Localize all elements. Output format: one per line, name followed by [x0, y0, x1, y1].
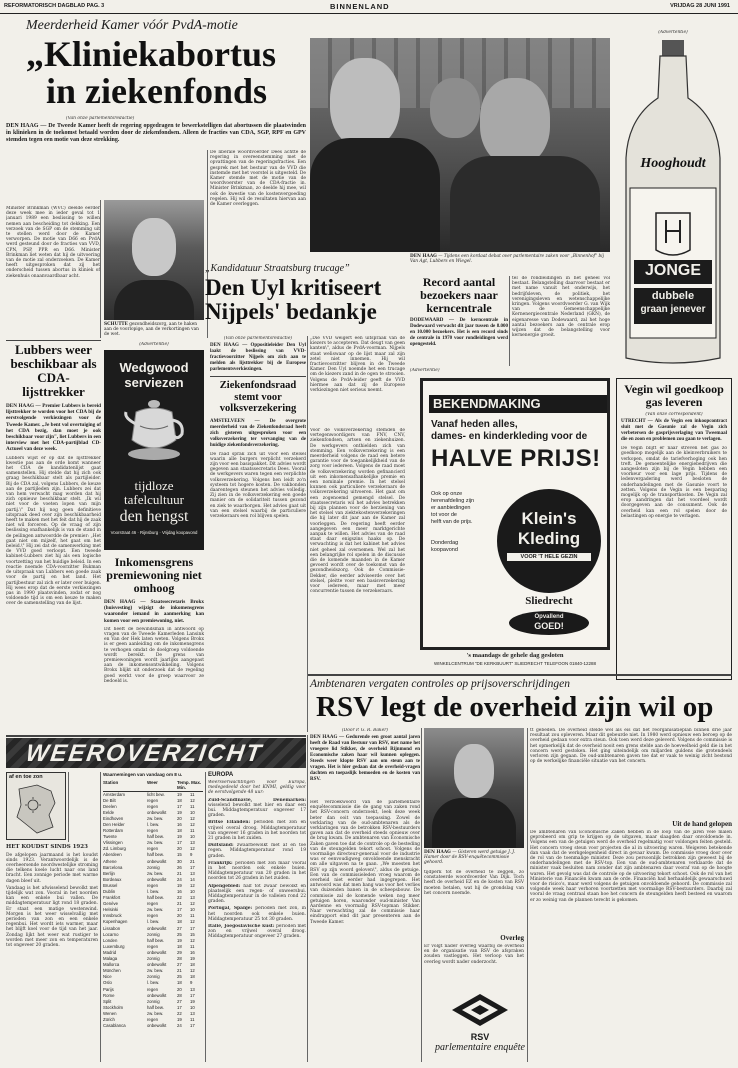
rsv-subhead-2: Uit de hand gelopen: [672, 820, 732, 828]
weather-condition: regen: [147, 828, 158, 834]
weather-station-name: Helsinki: [103, 907, 119, 913]
weather-temp-min: 18: [190, 974, 195, 980]
weather-station-name: Twente: [103, 834, 117, 840]
weather-temp-max: 17: [177, 907, 182, 913]
weather-temp-min: 11: [190, 1016, 195, 1022]
europa-region: [208, 798, 306, 819]
rsv-body-col2b: Er volgt nader overleg waarbij de overheid en de organisatie van RSV de afspraken zouden vastleggen. Het verloop van het overleg wordt nader onderzocht.: [424, 944, 524, 965]
weather-temp-min: 10: [190, 1004, 195, 1010]
weather-temp-max: 26: [177, 864, 182, 870]
rsv-subhead-1: Overleg: [500, 934, 524, 942]
weather-station-name: Dublin: [103, 889, 116, 894]
europa-region-text: half tot zwaar bewolkt en plaatselijk een regen- of onweersbui. Middagtemperatuur in de valleien rond 22 graden.: [208, 883, 306, 905]
weather-station-name: De Bilt: [103, 797, 116, 803]
europa-region: [208, 843, 306, 859]
rsv-byline: (Door P. G. R. Baker): [341, 728, 389, 733]
weather-temp-max: 16: [177, 821, 182, 827]
rsv-logo-name: RSV: [470, 1032, 490, 1042]
weather-temp-min: 19: [190, 998, 195, 1004]
weather-condition: l. bew.: [147, 919, 160, 925]
wedgwood-tagline-2: tafelcultuur: [124, 492, 184, 507]
abortus-headline-1: „Kliniekabortus: [26, 34, 277, 74]
article-record: [410, 276, 508, 366]
lubbers-lead: DEN HAAG — Premier Lubbers is bereid lijsttrekker te worden voor het CDA bij de eerstvolgende verkiezingen voor de Tweede Kamer. „Je bent vol overtuiging of het CDA bezig, dan moet je ook beschikbaar voor zijn", liet Lubbers in een interview met het CDA-partijblad CD-Actueel van deze week.: [6, 403, 101, 453]
europa-regions: [208, 798, 306, 940]
europa-region: [208, 884, 306, 905]
weather-temp-max: 28: [177, 956, 182, 962]
kleins-footer-1: 's maandags de gehele dag gesloten: [466, 652, 564, 659]
weather-temp-min: 18: [190, 962, 195, 968]
masthead-center: BINNENLAND: [330, 2, 390, 11]
weather-station-name: Rome: [103, 992, 115, 998]
kleins-label: (Advertentie): [410, 368, 440, 373]
weather-temp-min: 11: [190, 803, 195, 809]
weather-temp-min: 12: [190, 815, 195, 821]
weather-condition: zw. bew.: [147, 968, 164, 974]
weather-station-name: Oslo: [103, 980, 112, 986]
weather-table-title: Waarnemingen van vandaag om 8 u.: [103, 772, 183, 777]
weather-temp-min: 11: [190, 791, 195, 797]
weather-station-name: Lissabon: [103, 925, 121, 931]
weather-temp-min: 13: [190, 870, 195, 876]
weather-station-name: Brussel: [103, 882, 118, 888]
europa-region: [208, 906, 306, 922]
uyl-lead: DEN HAAG — Oppositieleider Den Uyl laakt de beslissing van VVD-fractievoorzitter Nijpels om zich aan te melden als lijsttrekker bij de Europese parlementsverkiezingen.: [210, 343, 306, 372]
weather-station-name: Barcelona: [103, 864, 123, 870]
main-photo: [310, 38, 610, 252]
abortus-kicker: Meerderheid Kamer vóór PvdA-motie: [26, 18, 238, 33]
weather-condition: onbewolkt: [147, 876, 167, 882]
kleins-footer-2: WINKELCENTRUM “DE KERKBUURT” SLIEDRECHT TELEFOON 01840-12288: [433, 661, 597, 666]
weather-temp-min: 12: [190, 797, 195, 803]
weather-temp-min: 15: [190, 931, 195, 937]
weather-station-name: Londen: [103, 937, 118, 943]
masthead-right: VRIJDAG 28 JUNI 1991: [670, 3, 730, 9]
europa-region: [208, 924, 306, 940]
weather-temp-min: 10: [190, 889, 195, 894]
record-body: tel de rondleidingen in het geheel vol bestaat. Belangstelling daarvoor bestaat er met name vanuit het onderwijs, het bedrijfsleven, de politiek, het verenigingsleven en wetenschappelijke kringen. Volgens woordvoerder G. van Wijk van de Gemeenschappelijke Kernenergiecentrale Nederland (GKN), de eigenaresse van Dodewaard, zal het hoge aantal bezoekers aan de centrale erop wijzen dat de belangstelling voor kernenergie groeit.: [512, 276, 610, 339]
kleins-logo: [497, 489, 601, 593]
weather-temp-min: 13: [190, 1010, 195, 1016]
weather-temp-max: 27: [177, 925, 182, 931]
abortus-photo-caption: SCHUTTE gezondheidszorg, aan te haken aan de voorlopige, aan de verkortingen van de wet.: [104, 322, 199, 337]
weather-station-name: Stockholm: [103, 1004, 124, 1010]
wedgwood-store: den hengst: [119, 508, 189, 525]
weather-station-name: Eindhoven: [103, 815, 124, 821]
weather-condition: onbewolkt: [147, 992, 167, 998]
weather-temp-max: 18: [177, 943, 182, 949]
teapot-icon: [122, 396, 186, 464]
europa-region-text: perioden met zon en vrijwel overal droog. Middagtemperatuur ongeveer 27 graden.: [208, 924, 306, 940]
weather-temp-min: 10: [190, 809, 195, 815]
hooghoudt-line-1: JONGE: [644, 262, 701, 279]
weather-station-name: Bordeaux: [103, 876, 122, 882]
weather-station-name: Berlijn: [103, 870, 115, 876]
weather-condition: half bew.: [147, 852, 164, 858]
weather-temp-min: 11: [190, 913, 195, 919]
weather-temp-max: 24: [177, 876, 182, 882]
weather-condition: zw. bew.: [147, 1010, 164, 1016]
weather-condition: zonnig: [147, 931, 160, 937]
weather-temp-max: 16: [177, 889, 182, 894]
weather-temp-max: 18: [177, 797, 182, 803]
europa-region-text: perioden met zon maar vooral in het noorden ook enkele buien. Middagtemperatuur van 20 graden in het noorden tot 26 graden in het zuiden.: [208, 860, 306, 882]
weather-station-name: Nice: [103, 974, 112, 980]
kleins-slogan: VOOR 'T HELE GEZIN: [507, 553, 591, 561]
inkomen-lead: DEN HAAG — Staatssecretaris Brokx (huisvesting) wijzigt de inkomensgrens waaronder iemand in aanmerking kan komen voor een premiewoning, niet.: [104, 599, 204, 624]
abortus-lead: DEN HAAG — De Tweede Kamer heeft de regering opgedragen te bewerkstelligen dat abortussen die plaatsvinden in klinieken in de toekomst betaald worden door de ziekenfondsen. Alleen de fracties van CDA, SGP, RPF en GPV stemden tegen een motie van deze strekking.: [6, 123, 306, 144]
rsv-photo: [424, 728, 524, 848]
uyl-byline: (Van onze parlementsredactie): [223, 336, 293, 341]
weather-temp-max: 25: [177, 931, 182, 937]
ziekenfonds-headline: Ziekenfondsraad stemt voor volksverzekering: [219, 380, 297, 414]
weather-temp-max: 24: [177, 1023, 182, 1029]
rsv-logo-icon: [450, 992, 510, 1028]
netherlands-map-icon: [7, 781, 65, 837]
weather-temp-min: 12: [190, 882, 195, 888]
weather-temp-min: 12: [190, 937, 195, 943]
weather-temp-min: 19: [190, 956, 195, 962]
article-vegin: Vegin wil goedkoop gas leveren (Van onze correspondent) UTRECHT — Als de Vegin een inkoopcontract sluit met de Gasunie zal de Vegin zich verbetersen de gasprijsverlaging van Tweemaal die en zoon en problemen zou gaan te verlagen. De Vegin blijft er naar streven het gas zo goedkoop mogelijk aan de kleinverbruikers te verkopen, omdat de tariefverhoging ook hen treft. De gemeentelijke energiebedrijven die aangesloten zijn bij de Vegin hebben een voorkeur voor een lage prijs. Tijdens de ledenvergadering werd besloten de onderhandelingen met de Gasunie voort te zetten. Volgens de Vegin is een besparing mogelijk op de transportkosten. De Vegin zal erop aandringen dat het voordeel wordt doorgegeven aan de consument. Ook de overheid kan een rol spelen door de belastingen op energie te verlagen.: [616, 378, 732, 680]
kleins-brand-2: Kleding: [517, 529, 581, 548]
kleins-badge: Opvallend GOED!: [509, 611, 589, 635]
hooghoudt-line-3: graan jenever: [640, 304, 706, 315]
wedgwood-brand-1: Wedgwood: [119, 360, 189, 375]
europa-title: EUROPA: [208, 772, 234, 778]
weather-temp-max: 28: [177, 992, 182, 998]
weather-condition: regen: [147, 943, 158, 949]
wedgwood-tagline-1: tijdloze: [134, 478, 174, 493]
rsv-logo: [430, 992, 530, 1062]
europa-region: [208, 861, 306, 882]
weather-temp-min: 11: [190, 828, 195, 834]
uyl-headline: Den Uyl kritiseert Nijpels' bedankje: [205, 275, 382, 324]
weather-temp-max: 17: [177, 1004, 182, 1010]
wedgwood-brand-2: serviezen: [124, 375, 184, 390]
weather-station-name: Malaga: [103, 956, 118, 962]
weather-temp-min: 11: [190, 943, 195, 949]
weather-condition: zw. bew.: [147, 907, 164, 913]
vegin-lead: UTRECHT — Als de Vegin een inkoopcontract sluit met de Gasunie zal de Vegin zich verbetersen de gasprijsverlaging van Tweemaal die en zoon en problemen zou gaan te verlagen.: [621, 419, 727, 443]
weather-temp-max: 19: [177, 882, 182, 888]
weather-station-name: Split: [103, 998, 112, 1004]
weather-station-name: Madrid: [103, 949, 117, 955]
weather-condition: half bew.: [147, 937, 164, 943]
weather-station-name: Wenen: [103, 1010, 117, 1016]
weather-station-name: Zd. Limburg: [103, 846, 126, 852]
masthead-left: REFORMATORISCH DAGBLAD PAG. 3: [4, 3, 105, 9]
lubbers-headline: Lubbers weer beschikbaar als CDA-lijsttrekker: [10, 342, 97, 399]
weather-station-name: Amsterdam: [103, 791, 125, 797]
masthead: [0, 0, 738, 14]
weather-temp-min: 17: [190, 864, 195, 870]
weather-temp-max: 19: [177, 791, 182, 797]
weather-condition: onbewolkt: [147, 962, 167, 968]
weather-title: WEEROVERZICHT: [24, 740, 265, 767]
weather-temp-max: 19: [177, 834, 182, 840]
weather-condition: l. bew.: [147, 889, 160, 894]
vegin-headline: Vegin wil goedkoop gas leveren: [624, 382, 724, 409]
weather-condition: onbewolkt: [147, 925, 167, 931]
weather-map: [6, 772, 66, 840]
weather-temp-max: 27: [177, 998, 182, 1004]
europa-region-name: Frankrijk:: [208, 860, 236, 866]
weather-condition: regen: [147, 901, 158, 907]
weather-station-name: Kopenhagen: [103, 919, 128, 925]
weather-condition: half bew.: [147, 834, 164, 840]
europa-region-name: Zuid-Scandinavië, Denemarken:: [208, 797, 306, 803]
europa-region-text: perioden met zon en vrijwel overal droog. Middagtemperatuur van ongeveer 16 graden in het noorden tot 21 graden in het zuiden.: [208, 820, 306, 842]
weather-condition: zw. bew.: [147, 870, 164, 876]
kleins-town: Sliedrecht: [525, 595, 573, 607]
inkomen-headline: Inkomensgrens premiewoning niet omhoog: [106, 555, 202, 595]
weather-station-name: Innsbruck: [103, 913, 122, 919]
weather-station-name: Eelde: [103, 809, 114, 815]
weather-temp-min: 10: [190, 834, 195, 840]
hooghoudt-line-2: dubbele: [651, 290, 695, 302]
weather-temp-min: 13: [190, 895, 195, 901]
ad-wedgwood: [104, 350, 204, 550]
europa-region: [208, 820, 306, 841]
article-ziekenfonds: Ziekenfondsraad stemt voor volksverzekering AMSTELVEEN — De overgrote meerderheid van de Ziekenfondsraad heeft zich gisteren uitgesproken voor een volksverzekering ter vervanging van de huidige ziekenfondsverzekering. De raad sprak zich uit voor een stelsel waarin alle burgers verplicht verzekerd zijn voor een basispakket. Dit advies wordt gegeven aan staatssecretaris Dees. Vooral de werkgevers waren tegen een verplichte volksverzekering. Volgens hen leidt zo'n systeem tot hogere kosten. De vakbonden daarentegen steunen het advies volledig. Zij zien in de volksverzekering een goede manier om de solidariteit tussen gezond en ziek te waarborgen. Het advies gaat uit van een stelsel waarbij de particuliere verzekeraars een rol blijven spelen.: [210, 380, 306, 519]
weather-temp-max: 30: [177, 858, 182, 864]
weather-temp-min: 9: [190, 980, 193, 986]
weather-temp-min: 17: [190, 925, 195, 931]
weather-rows: [103, 792, 203, 1030]
ad-kleins: [420, 378, 610, 650]
weather-condition: onbewolkt: [147, 858, 167, 864]
weather-temp-min: 9: [190, 852, 193, 858]
weather-condition: onbewolkt: [147, 809, 167, 815]
rsv-body-col1: Het verzoekwoord van de parlementaire enquêtecommissie die de gang van zaken rond het RSV-concern onderzoekt, leek deze week beter dan ooit van toepassing. Zowel de verklaring van de oud-ambtenaren als de verklaringen van de betrokken RSV-bestuurders gaven aan dat de overheid steeds opnieuw over de brug kwam. De ambtenaren van Economische Zaken gaven toe dat de controle op de besteding van de steungelden tekort schoot. Volgens de voormalige directeur-generaal voor de industrie was er eenvoudigweg onvoldoende menskracht om alle uitgaven na te gaan. „We moesten het RSV op zijn woord geloven\", aldus de getuige. Een van de commissieleden vroeg waarom de overheid niet eerder had ingegrepen. Het antwoord was dat men bang was voor het verlies van duizenden banen in de scheepsbouw. De commissie zal de komende weken nog meer getuigen horen, waaronder oud-minister Van Aardenne en voormalig RSV-topman Stikker. Naar verwachting zal de commissie haar eindrapport eind dit jaar presenteren aan de Tweede Kamer.: [310, 800, 420, 925]
wedgwood-address: Voorstraat 46 · Rijnsburg · Vrijdag koopavond: [110, 530, 198, 535]
weather-temp-min: 12: [190, 968, 195, 974]
weather-station-name: Casablanca: [103, 1023, 126, 1029]
article-inkomen: Inkomensgrens premiewoning niet omhoog DEN HAAG — Staatssecretaris Brokx (huisvesting) wijzigt de inkomensgrens waaronder iemand in aanmerking kan komen voor een premiewoning, niet. Dit heeft de bewindsman in antwoord op vragen van de Tweede Kamerleden Lansink en Van der Hek laten weten. Volgens Brokx is er geen aanleiding om de inkomensgrens te verhogen omdat de doelgroep voldoende wordt bereikt. De grens van premiewoningen wordt jaarlijks aangepast aan de inkomensontwikkeling. Volgens Brokx blijkt uit onderzoek dat de regeling goed werkt voor de groep waarvoor ze bedoeld is.: [104, 555, 204, 684]
weather-temp-max: 17: [177, 840, 182, 846]
uyl-kicker: „Kandidatuur Straatsburg trucage”: [205, 263, 350, 274]
weather-temp-max: 21: [177, 968, 182, 974]
weather-condition: l. bew.: [147, 821, 160, 827]
ad-hooghoudt: [614, 38, 732, 368]
weather-europa: [208, 772, 306, 1062]
weather-temp-min: 12: [190, 919, 195, 925]
weather-station-name: Locarno: [103, 931, 119, 937]
kleins-sub-1: Vanaf heden alles,: [431, 419, 518, 430]
weather-condition: licht bew.: [147, 791, 165, 797]
weather-temp-max: 19: [177, 1016, 182, 1022]
weather-temp-max: 22: [177, 895, 182, 901]
bottle-icon: [614, 38, 732, 368]
weather-condition: zw. bew.: [147, 840, 164, 846]
kleins-sub-2: dames- en kinderkleding voor de: [431, 431, 588, 442]
weather-station-name: Frankfort: [103, 895, 121, 901]
weather-condition: l. bew.: [147, 980, 160, 986]
weather-condition: regen: [147, 846, 158, 852]
europa-lead: Weersverwachtingen voor Europa, medegedeeld door het KNMI, geldig voor de eerstvolgende 48 uur:: [208, 780, 306, 796]
weather-condition: zonnig: [147, 974, 160, 980]
weather-temp-min: 21: [190, 858, 195, 864]
kleins-notice: BEKENDMAKING: [429, 395, 607, 413]
weather-condition: regen: [147, 913, 158, 919]
col-station: Station: [103, 779, 119, 785]
col-temp: Temp. Max. Min.: [177, 779, 202, 790]
ziekenfonds-body-col2: Voor de volksverzekering stemden de vertegenwoordigers van FNV, CNV, ziekenfondsen, artsen en ziekenhuizen. De werkgevers onthielden zich van stemming. Een volksverzekering is een meerderheid volgens de raad een betere garantie voor de toegankelijkheid van de zorg voor iedereen. Volgens de raad moet de volksverzekering worden gefinancierd uit een inkomensafhankelijke premie en een nominale premie. In het stelsel kunnen ook particuliere verzekeraars de volksverzekering uitvoeren. Het gaat om een zogenoemd gemengd stelsel. De staatssecretaris wil het advies betrekken bij zijn plannen voor de herziening van het stelsel van ziektekostenverzekeringen die hij later dit jaar aan de Kamer zal voorleggen. De regering heeft eerder aangegeven een meer marktgerichte aanpak te willen. Het advies van de raad staat daar enigszins haaks op. De verwachting is dat het kabinet het advies niet geheel zal overnemen. Wel zal het een belangrijke rol spelen in de discussie die de komende maanden in de Kamer gevoerd wordt over de toekomst van de gezondheidszorg. Ook de Commissie-Dekker, die eerder adviseerde over het stelsel, pleitte voor een basisverzekering voor iedereen, maar met meer concurrentie tussen de verzekeraars.: [310, 428, 405, 595]
rsv-photo-caption: DEN HAAG — Gisteren werd getuige J. J. Hamer door de RSV-enquêtecommissie gehoord.: [424, 850, 515, 865]
weather-temp-min: 14: [190, 876, 195, 882]
weather-station-name: Mallorca: [103, 962, 120, 968]
europa-region-name: Britse Eilanden:: [208, 820, 254, 826]
weather-temp-max: 27: [177, 962, 182, 968]
weather-temp-min: 10: [190, 907, 195, 913]
weather-banner: [6, 738, 306, 768]
weather-station-name: Deelen: [103, 803, 117, 809]
record-lead: DODEWAARD — De kerncentrale in Dodewaard verwacht dit jaar tussen de 8.000 en 10.000 bezoekers. Het is een record sinds de centrale in 1970 voor rondleidingen werd opengesteld.: [410, 318, 508, 347]
kleins-side-text: Ook op onze herenafdeling zijn er aanbiedingen tot voor de helft van de prijs. Donderdag koopavond: [431, 491, 475, 553]
weather-condition: regen: [147, 1016, 158, 1022]
weather-row: [103, 1023, 203, 1029]
weather-condition: zonnig: [147, 956, 160, 962]
uyl-body-col2: „Die VVD weigert een uitspraak van de kiezers te accepteren. Dat deugt van geen kanten\", aldus de PvdA-voorman. Nijpels staat weliswaar op de lijst maar zal zijn zetel niet innemen. Hij wil fractievoorzitter blijven in de Tweede Kamer. Den Uyl noemde het een trucage om de kiezers zand in de ogen te strooien. Volgens de PvdA-leider geeft de VVD hiermee aan dat zij de Europese verkiezingen niet serieus neemt.: [310, 336, 405, 394]
ziekenfonds-lead: AMSTELVEEN — De overgrote meerderheid van de Ziekenfondsraad heeft zich gisteren uitgesproken voor een volksverzekering ter vervanging van de huidige ziekenfondsverzekering.: [210, 418, 306, 448]
main-photo-caption: DEN HAAG — Tijdens een kordaat debat over parlementaire zaken voor „Binnenhof" bij Van Agt, Lubbers en Wiegel.: [410, 254, 604, 264]
weather-temp-max: 29: [177, 949, 182, 955]
article-lubbers: Lubbers weer beschikbaar als CDA-lijsttrekker DEN HAAG — Premier Lubbers is bereid lijsttrekker te worden voor het CDA bij de eerstvolgende verkiezingen voor de Tweede Kamer. „Je bent vol overtuiging of het CDA bezig, dan moet je ook beschikbaar voor zijn", liet Lubbers in een interview met het CDA-partijblad CD-Actueel van deze week. Lubbers wijst er op dat de lijsttrekker kwestie pas aan de orde komt wanneer het CDA de kandidatenlijst gaat samenstellen. Hij stelde dat hij zich ook graag beschikbaar stelt als partijleider. Bij de CDA zal, volgens Lubbers, de keuze aan de partijleden zijn. Lubbers zei dat van hem verwacht mag worden dat hij zich opnieuw beschikbaar stelt. „Ik wil niet voor de voeten lopen van mijn partij.\" Dat hij nog geen definitieve uitspraak deed over zijn beschikbaarheid heeft te maken met het feit dat hij de zaak niet wil forceren. Op de vraag of zijn beslissing onafhankelijk is van de stand in de peilingen antwoordde de premier: „Het gaat niet om mijzelf, het gaat om het beleid.\" Hij zei dat de samenwerking met de VVD goed verloopt. Een tweede kabinet-Lubbers ziet hij als een logische voortzetting van het huidige beleid. In een reactie noemde CDA-voorzitter Bukman de uitspraak van Lubbers een goede zaak voor de partij en het land. Het partijbestuur zal zich er later over buigen. Hij wees erop dat de eerste verkiezingen pas in 1990 plaatsvinden, zodat er nog voldoende tijd is om een keuze te maken over de samenstelling van de lijst.: [6, 342, 101, 607]
weather-temp-min: 17: [190, 1023, 195, 1029]
rsv-headline: RSV legt de overheid zijn wil op: [316, 691, 714, 723]
weather-condition: onbewolkt: [147, 949, 167, 955]
europa-region-name: Duitsland:: [208, 843, 237, 849]
abortus-byline: (Van onze parlementsredactie): [66, 116, 135, 121]
weather-station-name: Genève: [103, 901, 119, 907]
europa-region-name: Portugal, Spanje:: [208, 906, 256, 912]
rsv-lead: DEN HAAG — Gedurende een groot aantal jaren heeft de Raad van Bestuur van RSV, met name het vroegere lid Stikker, de overheid Rijnmond en Economische zaken haar wil kunnen opleggen. Steeds weer klopte RSV aan om steun aan te vragen. Het is hier gedaan dat de overheid-vragen dachten en toepaslijk bemoeden en de kosten van RSV.: [310, 735, 420, 782]
rsv-kicker: Ambtenaren vergaten controles op prijsoverschrijdingen: [310, 678, 570, 690]
weather-temp-max: 18: [177, 919, 182, 925]
kleins-brand-1: Klein's: [521, 509, 577, 528]
abortus-body-col2: De liberale woordvoerder Dees achtte de regering in overeenstemming met de opvattingen van de regeringsfracties. Een gesprek met het bestuur van de VVD die instemde met het voorstel is uitgesteld. De Kamer stemde met de motie van de woordvoerster van de CDA-fractie in. Minister Brinkman, zo deelde hij mee, wil ook de kwestie van de kostenvergoeding regelen. Hij wil de resultaten hiervan aan de Kamer overleggen.: [210, 150, 306, 208]
weather-station-name: Parijs: [103, 986, 114, 992]
weather-station-name: Aberdeen: [103, 852, 122, 858]
weather-temp-min: 12: [190, 821, 195, 827]
hooghoudt-label: (Advertentie): [658, 30, 688, 35]
weather-condition: zw. bew.: [147, 815, 164, 821]
weather-station-name: München: [103, 968, 121, 974]
weather-station-name: Athene: [103, 858, 117, 864]
weather-temp-min: 13: [190, 986, 195, 992]
weather-condition: regen: [147, 882, 158, 888]
col-weather: Weer: [147, 779, 158, 785]
weather-condition: zonnig: [147, 998, 160, 1004]
weather-temp-max: 19: [177, 809, 182, 815]
weather-condition: regen: [147, 797, 158, 803]
weather-condition: half bew.: [147, 1004, 164, 1010]
weather-temp-max: 21: [177, 870, 182, 876]
weather-temp-max: 19: [177, 937, 182, 943]
weather-nl-text: HET KOUDST SINDS 1923 De afgelopen jaarmaand is het koudst sinds 1923. Verantwoordelijk is de overheersende noordwestelijke stroming die telkens koele lucht naar ons land bracht. Een zonnige periode met warme dagen bleef uit. Vandaag is het afwisselend bewolkt met tijdelijk wat zon. Vooral in het noorden kan een enkele bui vallen. De middagtemperatuur ligt rond 18 graden. Er staat een matige westenwind. Morgen is het weer wisselvallig met perioden van zon en een enkele regenbui. Het wordt iets warmer, maar het blijft koel voor de tijd van het jaar. Zondag lijkt het weer wat rustiger te worden met meer zon en temperaturen tot ongeveer 20 graden.: [6, 844, 98, 948]
europa-region-name: Italië, Joegoslavische kust:: [208, 924, 277, 930]
rsv-body-col2: tijdperk tot de overheid te zeggen, zo constateerde woordvoerder Van Dijk. Toch heeft de overheid EZ en de kosten van RSV moeten betalen, wat hij de grondslag van het concern noemde.: [424, 870, 524, 896]
weather-temp-max: 20: [177, 846, 182, 852]
weather-temp-max: 21: [177, 901, 182, 907]
abortus-body-col1: Minister Brinkman (WVC) deelde eerder deze week mee in ieder geval tot 1 januari 1989 een beslissing te willen nemen aan bescheiding tot dekking. Een verzoek van de SGP om de stemming uit te stellen werd door de Kamer verworpen. De motie van D66 en PvdA werd gesteund door de fracties van VVD, CPN, PSP, PPR en D66. Minister Brinkman liet weten dat hij de uitvoering van de motie zal onderzoeken. De Kamer heeft uitgesproken dat zij het onderscheid tussen abortus in kliniek of ziekenhuis onaanvaardbaar acht.: [6, 206, 100, 279]
weather-condition: regen: [147, 803, 158, 809]
europa-region-text: zwaarbewolkt met af en toe regen. Middagtemperatuur rond 19 graden.: [208, 843, 306, 859]
rsv-logo-sub: parlementaire enquête: [435, 1042, 525, 1053]
weather-temp-max: 15: [177, 852, 182, 858]
weather-temp-max: 20: [177, 815, 182, 821]
weather-temp-max: 22: [177, 1010, 182, 1016]
abortus-photo: [104, 200, 204, 320]
weather-condition: zonnig: [147, 864, 160, 870]
rsv-body-col3b: De ambtenaren van Economische Zaken hebben in de loop van de jaren vele malen geprobeerd om grip te krijgen op de uitgaven, maar slaagden daar onvoldoende in. Volgens een van de getuigen werd de overheid regelmatig voor voldongen feiten gesteld. Het concern vroeg steun voor projecten die al in uitvoering waren. Weigeren betekende dan vaak dat de werkgelegenheid direct in gevaar kwam. De commissie vroeg door over de rol van de toenmalige minister. Deze zou persoonlijk betrokken zijn geweest bij de onderhandelingen met de RSV-top. Een van de oud-ambtenaren verklaarde dat de minister vaak besluiten nam zonder dat zijn ambtenaren daar vooraf van op de hoogte waren. Het gevolg was dat de controle op de uitvoering tekort schoot. Ook de rol van het Ministerie van Financiën kwam aan de orde. Financiën had herhaaldelijk gewaarschuwd voor de risico's, maar werd volgens de getuigen onvoldoende gehoord. De commissie zal volgende week haar verhoren voortzetten met voormalige RSV-bestuurders. Daarbij zal vooral de vraag centraal staan hoe het concern de steungelden heeft besteed en waarom er zo weinig van de plannen terecht is gekomen.: [530, 830, 732, 903]
weather-temp-min: 12: [190, 901, 195, 907]
abortus-headline-2: in ziekenfonds: [46, 71, 268, 111]
weather-condition: regen: [147, 986, 158, 992]
weather-temp-max: 18: [177, 828, 182, 834]
weather-table: [103, 772, 203, 1062]
europa-region-text: wisselend bewolkt met hier en daar een bui. Middagtemperatuur ongeveer 17 graden.: [208, 802, 306, 819]
weather-temp-min: 16: [190, 949, 195, 955]
rsv-body-col3: tt gebeden. De overheid stelde wel als eis dat het reorganisatieplan binnen drie jaar resultaat zou opleveren. Maar dit gebeurde niet. In 1980 werd opnieuw een beroep op de overheid gedaan voor extra steun. Ook toen werd deze geleverd. Volgens de commissie is het opmerkelijk dat de overheid nooit een grens stelde aan de hoeveelheid geld die in het concern werd gestoken. Het ging uiteindelijk om miljarden guldens die grotendeels verloren zijn gegaan. De oud-ambtenaren gaven toe dat er vaak te weinig zicht bestond op de werkelijke financiële situatie van het concern.: [530, 728, 732, 765]
weather-temp-min: 17: [190, 992, 195, 998]
weather-temp-max: 20: [177, 986, 182, 992]
wedgwood-label: (Advertentie): [139, 342, 169, 347]
hooghoudt-brand: Hooghoudt: [640, 156, 706, 171]
record-headline: Record aantal bezoekers naar kerncentrale: [420, 275, 498, 315]
weather-temp-max: 18: [177, 980, 182, 986]
weather-temp-min: 12: [190, 846, 195, 852]
weather-station-name: Rotterdam: [103, 828, 124, 834]
weather-temp-max: 17: [177, 803, 182, 809]
weather-temp-min: 13: [190, 840, 195, 846]
kleins-offer: HALVE PRIJS!: [431, 445, 601, 472]
europa-region-name: Alpengebied:: [208, 883, 244, 889]
weather-station-name: Vlissingen: [103, 840, 123, 846]
weather-station-name: Luxemburg: [103, 943, 125, 949]
weather-temp-max: 20: [177, 913, 182, 919]
weather-condition: half bew.: [147, 895, 164, 901]
europa-region-text: perioden met zon, in het noorden ook enkele buien. Middagtemperatuur 25 tot 30 graden.: [208, 906, 306, 922]
weather-station-name: Den Helder: [103, 821, 125, 827]
weather-station-name: Zürich: [103, 1016, 115, 1022]
weather-condition: onbewolkt: [147, 1023, 167, 1029]
weather-temp-max: 25: [177, 974, 182, 980]
vegin-byline: (Van onze correspondent): [645, 412, 703, 417]
weather-map-title: af en toe zon: [9, 774, 43, 780]
